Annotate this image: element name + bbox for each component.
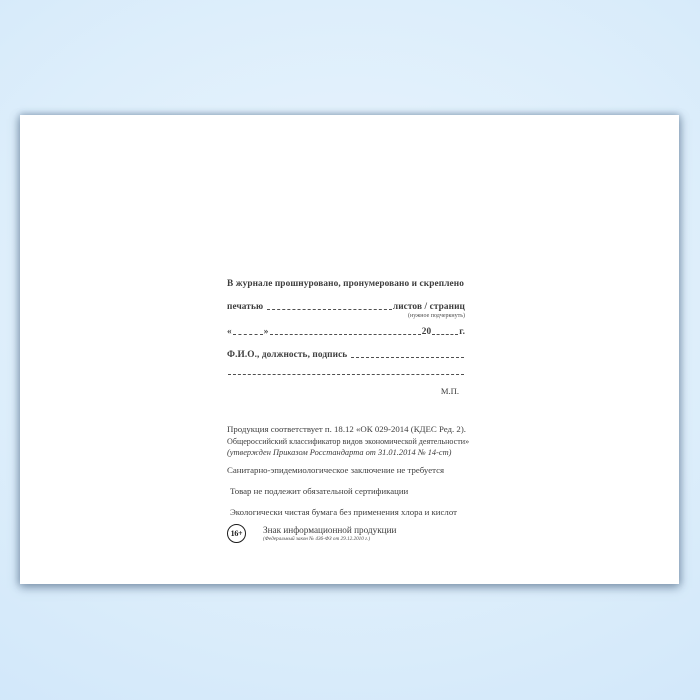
- compliance-line-1: Продукция соответствует п. 18.12 «ОК 029-2014 (КДЕС Ред. 2).: [227, 424, 466, 434]
- seal-line-suffix: листов / страниц: [392, 302, 465, 312]
- statement-eco-paper: Экологически чистая бумага без применения хлора и кислот: [230, 507, 457, 517]
- blank-underline: [270, 327, 421, 335]
- signature-line: [227, 350, 465, 360]
- document-page: [20, 115, 679, 584]
- year-suffix: г.: [459, 327, 465, 337]
- information-product-mark: [227, 524, 465, 543]
- age-16-plus-icon: 16+: [227, 524, 246, 543]
- blank-underline: [351, 350, 464, 358]
- signature-line-prefix: Ф.И.О., должность, подпись: [227, 350, 350, 360]
- blank-underline: [233, 327, 263, 335]
- date-line: [227, 327, 465, 337]
- compliance-line-3: (утвержден Приказом Росстандарта от 31.01.2014 № 14-ст): [227, 447, 452, 457]
- seal-blank-line: [227, 302, 465, 312]
- underline-note: (нужное подчеркнуть): [408, 313, 465, 319]
- open-quote: «: [227, 327, 232, 337]
- certification-heading: В журнале прошнуровано, пронумеровано и скреплено: [227, 279, 464, 289]
- statement-certification: Товар не подлежит обязательной сертификации: [230, 486, 409, 496]
- blank-underline: [228, 366, 464, 375]
- close-quote: »: [263, 327, 269, 337]
- seal-place-abbr: М.П.: [440, 386, 459, 396]
- age-mark-law-note: (Федеральный закон № 436-ФЗ от 29.12.2010 г.): [263, 535, 371, 542]
- statement-sanitary: Санитарно-эпидемиологическое заключение не требуется: [227, 465, 445, 475]
- compliance-paragraph: [227, 424, 470, 457]
- seal-line-prefix: печатью: [227, 302, 266, 312]
- full-blank-line: [227, 366, 465, 377]
- age-mark-label: Знак информационной продукции: [263, 525, 397, 535]
- age-mark-labels: [263, 524, 396, 542]
- blank-underline: [432, 327, 458, 335]
- compliance-line-2: Общероссийский классификатор видов экономической деятельности»: [227, 436, 470, 446]
- year-prefix: 20: [421, 327, 432, 337]
- blank-underline: [267, 302, 392, 310]
